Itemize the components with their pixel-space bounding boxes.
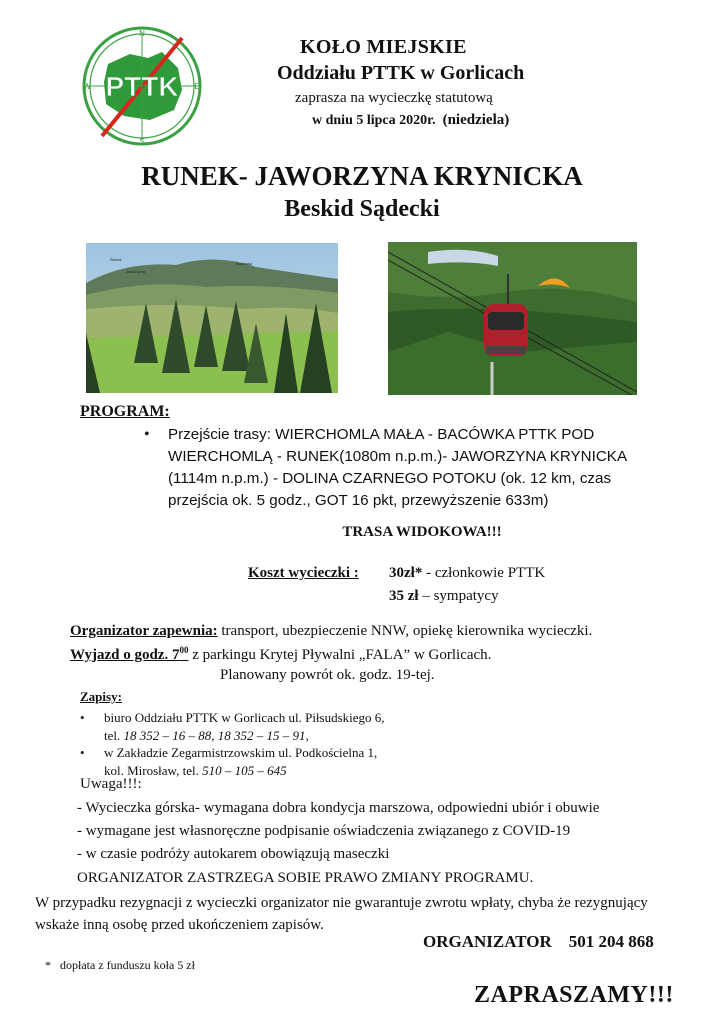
program-heading: PROGRAM:	[80, 403, 170, 420]
footnote: * dopłata z funduszu koła 5 zł	[45, 958, 195, 972]
logo-north: N	[139, 29, 145, 38]
logo-text: PTTK	[105, 71, 179, 102]
note-item: - wymagane jest własnoręczne podpisanie oświadczenia związanego z COVID-19	[77, 823, 571, 839]
signup-watchmaker-phone-prefix: kol. Mirosław, tel.	[104, 763, 203, 778]
program-line: Przejście trasy: WIERCHOMLA MAŁA - BACÓWKA PTTK POD	[168, 426, 595, 443]
cancellation-policy: W przypadku rezygnacji z wycieczki organizator nie gwarantuje zwrotu wpłaty, chyba że rezygnujący wskaże inną osobę przed ukończeniem zapisów.	[35, 895, 648, 933]
signup-office-phone-prefix: tel.	[104, 728, 124, 743]
program-bullet: •	[144, 426, 150, 443]
cost-others-price: 35 zł	[389, 588, 419, 604]
program-route	[168, 424, 678, 512]
cost-members-text: - członkowie PTTK	[422, 565, 546, 581]
invitation-text: zaprasza na wycieczkę statutową	[295, 90, 493, 106]
signup-office-phones	[104, 728, 309, 744]
notes-heading: Uwaga!!!:	[80, 776, 142, 792]
program-line: WIERCHOMLĄ - RUNEK(1080m n.p.m.)- JAWORZYNA KRYNICKA	[168, 448, 628, 465]
trip-date	[312, 112, 509, 129]
cost-others	[389, 588, 499, 605]
signup-watchmaker-address: w Zakładzie Zegarmistrzowskim ul. Podkościelna 1,	[104, 745, 378, 760]
branch-name: Oddziału PTTK w Gorlicach	[277, 62, 525, 84]
logo-west: W	[83, 82, 91, 91]
departure-minutes: 00	[179, 645, 189, 655]
signup-watchmaker-phone-number: 510 – 105 – 645	[202, 763, 287, 778]
program-change-reservation: ORGANIZATOR ZASTRZEGA SOBIE PRAWO ZMIANY PROGRAMU.	[77, 870, 534, 886]
closing-invitation: ZAPRASZAMY!!!	[474, 982, 674, 1008]
signup-office-address: biuro Oddziału PTTK w Gorlicach ul. Piłsudskiego 6,	[104, 710, 385, 725]
photo-label-runek: Runek	[110, 257, 122, 262]
organizer-provides	[70, 623, 592, 640]
signup-bullet: •	[80, 710, 85, 725]
trip-title: RUNEK- JAWORZYNA KRYNICKA	[141, 161, 583, 191]
signup-bullet: •	[80, 745, 85, 760]
cost-label: Koszt wycieczki :	[248, 565, 359, 581]
organizer-provides-text: transport, ubezpieczenie NNW, opiekę kierownika wycieczki.	[217, 623, 593, 639]
cost-members	[389, 565, 545, 582]
organizer-provides-label: Organizator zapewnia:	[70, 623, 218, 639]
cost-members-price: 30zł*	[389, 565, 423, 581]
trip-day: (niedziela)	[442, 112, 510, 128]
signup-heading: Zapisy:	[80, 689, 122, 704]
trip-region: Beskid Sądecki	[284, 196, 440, 222]
organizer-contact: ORGANIZATOR 501 204 868	[423, 932, 654, 951]
departure-label-text: Wyjazd o godz. 7	[70, 647, 180, 663]
photo-label-jaworzyna: Jaworzyna	[126, 269, 146, 274]
scenic-route-note	[0, 524, 724, 541]
note-item: - w czasie podróży autokarem obowiązują maseczki	[77, 846, 390, 862]
photo-label-bacowka: Bacówka	[236, 261, 253, 266]
departure-label	[70, 647, 188, 663]
logo-east: E	[194, 82, 200, 91]
cable-car-photo	[388, 242, 637, 395]
mountain-landscape-photo	[86, 243, 338, 393]
cost-others-text: – sympatycy	[418, 588, 499, 604]
return-time: Planowany powrót ok. godz. 19-tej.	[220, 667, 435, 683]
trip-date-text: w dniu 5 lipca 2020r.	[312, 113, 436, 128]
club-name: KOŁO MIEJSKIE	[300, 36, 467, 58]
signup-office-phone-numbers: 18 352 – 16 – 88, 18 352 – 15 – 91,	[123, 728, 309, 743]
program-line: przejścia ok. 5 godz., GOT 16 pkt, przewyższenie 633m)	[168, 492, 549, 509]
scenic-route-text: TRASA WIDOKOWA!!!	[342, 524, 502, 540]
departure-text: z parkingu Krytej Pływalni „FALA” w Gorlicach.	[188, 647, 492, 663]
logo-south: S	[139, 137, 145, 146]
departure-info	[70, 645, 491, 664]
pttk-logo	[78, 24, 206, 148]
note-item: - Wycieczka górska- wymagana dobra kondycja marszowa, odpowiedni ubiór i obuwie	[77, 800, 600, 816]
program-line: (1114m n.p.m.) - DOLINA CZARNEGO POTOKU (ok. 12 km, czas	[168, 470, 612, 487]
